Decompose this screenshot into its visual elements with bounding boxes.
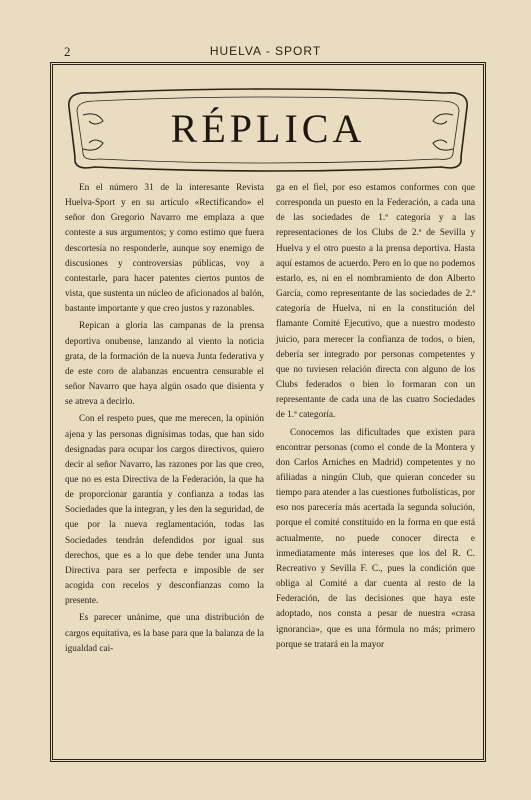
page-number: 2 [64,44,71,59]
title-banner [61,79,475,179]
paragraph: Repican a gloria las campanas de la prensa deportiva onubense, lanzando al viento la noticia grata, de la formación de la nueva Junta federativa y de este coro de alabanzas encuentra censurable el señor Navarro que haya algún osado que disienta y se atreva a decirlo. [65,321,264,408]
column-left [65,181,264,755]
paragraph: En el número 31 de la interesante Revista Huelva-Sport y en su artículo «Rectificando» el señor don Gregorio Navarro me emplaza a que conteste a sus argumentos; y como estimo que fuera descortesía no responderle, aunque soy enemigo de discusiones y controversias públicas, voy a contestarle, para hacer patentes ciertos puntos de vista, que sustenta un núcleo de aficionados al balón, bastante importante y que creo justos y razonables. [65,183,264,315]
paragraph: Con el respeto pues, que me merecen, la opinión ajena y las personas dignísimas todas, que han sido designadas para ocupar los cargos directivos, quiero decir al señor Navarro, las razones por las que creo, que no es esta Directiva de la Federación, la que ha de proporcionar garantía y confianza a todas las Sociedades que la integran, y les den la seguridad, de que por la nueva reglamentación, todas las Sociedades tendrán defendidos por igual sus derechos, que es a lo que debe tender una Junta Directiva para ser perfecta e imposible de ser acogida con recelos y desconfianzas como la presente. [65,414,264,607]
column-right [276,181,475,755]
paragraph: ga en el fiel, por eso estamos conformes con que corresponda un puesto en la Federación, a cada una de las sociedades de 1.ª categoría y a las representaciones de los Clubs de 2.ª de Sevilla y Huelva y el otro puesto a la prensa deportiva. Hasta aquí estamos de acuerdo. Pero en lo que no podemos estarlo, es, ni en el nombramiento de don Alberto García, como representante de las sociedades de 2.ª categoría de Huelva, ni en la constitución del flamante Comité Ejecutivo, que a nuestro modesto juicio, para merecer la confianza de todos, o bien, debería ser integrado por personas competentes y que no tuviesen relación directa con alguno de los Clubs federados o bien lo formaran con un representante de cada una de las cuatro Sociedades de 1.ª categoría. [276,183,475,421]
article-frame [50,62,486,762]
paragraph: Es parecer unánime, que una distribución de cargos equitativa, es la base para que la balanza de la igualdad cai- [65,613,264,654]
running-head: HUELVA - SPORT [209,44,322,58]
paragraph: Conocemos las dificultades que existen para encontrar personas (como el conde de la Montera y don Carlos Arniches en Madrid) competentes y no afiliadas a ningún Club, que quieran conceder su tiempo para atender a las cuestiones futbolísticas, por eso nos parecería más acertada la segunda solución, porque el comité constituído en la forma en que está actualmente, no puede conocer directa e inmediatamente más intereses que los del R. C. Recreativo y Sevilla F. C., pues la condición que obliga al Comité a dar cuenta al resto de la Federación, de las decisiones que haya este adoptado, nos consta a pesar de nuestra «crasa ignorancia», que es una fórmula no más; primero porque se tratará en la mayor [276,427,475,650]
article-body [65,181,475,755]
article-title: RÉPLICA [170,106,366,151]
